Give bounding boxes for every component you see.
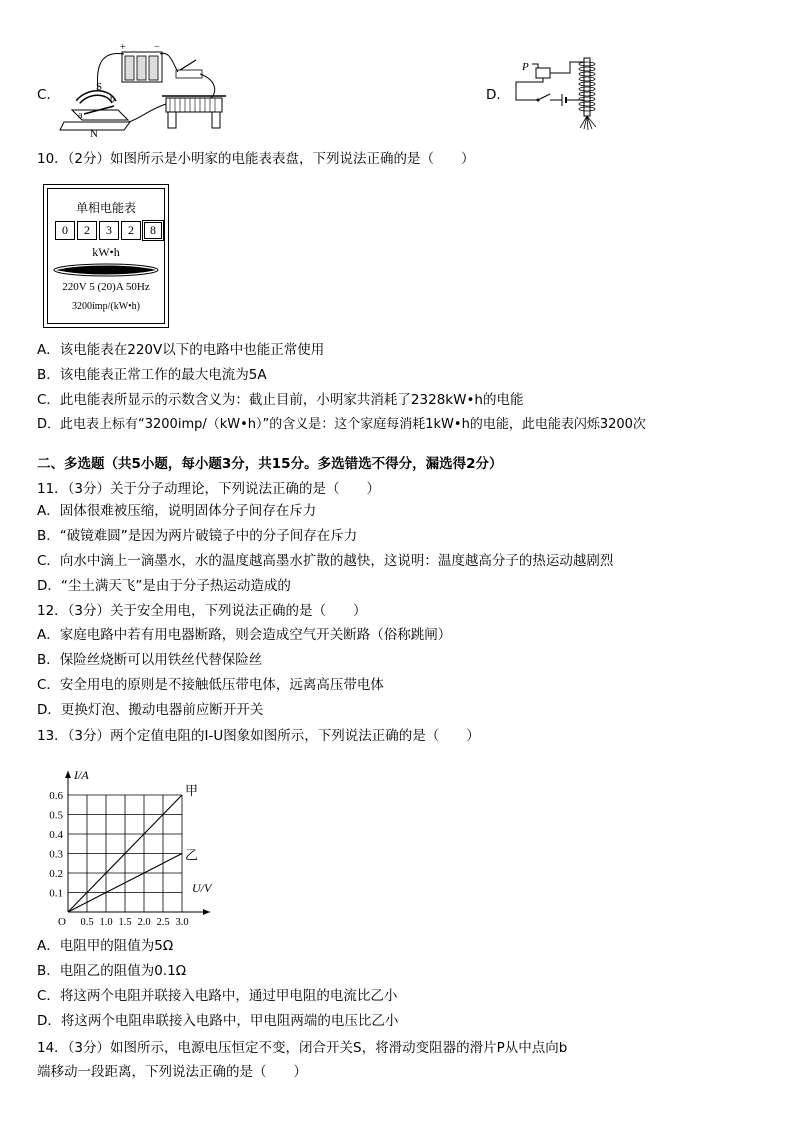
x-tick-label: 1.0 [99, 917, 113, 928]
x-tick-label: 1.5 [118, 917, 132, 928]
q12-option-b: B．保险丝烧断可以用铁丝代替保险丝 [37, 652, 263, 668]
y-tick-label: 0.4 [49, 829, 63, 841]
series-name-label: 乙 [185, 848, 199, 864]
label-n: N [90, 128, 98, 140]
meter-digit-last: 8 [144, 222, 162, 239]
meter-rating: 220V 5 (20)A 50Hz [62, 281, 150, 293]
meter-digit: 2 [77, 221, 97, 240]
option-c-label: C. [37, 87, 51, 103]
q10-option-c: C．此电能表所显示的示数含义为：截止目前，小明家共消耗了2328kW•h的电能 [37, 392, 524, 408]
y-tick-label: 0.6 [49, 790, 63, 802]
meter-digit: 0 [55, 221, 75, 240]
q12-stem: 12．（3分）关于安全用电，下列说法正确的是（ ） [37, 603, 367, 619]
q11-option-c: C．向水中滴上一滴墨水，水的温度越高墨水扩散的越快，这说明：温度越高分子的热运动越剧烈 [37, 553, 614, 569]
label-s: S [96, 81, 103, 93]
section-title: 二、多选题（共5小题，每小题3分，共15分。多选错选不得分，漏选得2分） [37, 456, 503, 472]
q13-option-d: D．将这两个电阻串联接入电路中，甲电阻两端的电压比乙小 [37, 1013, 399, 1029]
q14-stem-line2: 端移动一段距离，下列说法正确的是（ ） [37, 1064, 307, 1080]
meter-digit: 2 [121, 221, 141, 240]
q11-option-a: A．固体很难被压缩，说明固体分子间存在斥力 [37, 503, 317, 519]
q9-c-circuit-figure [58, 40, 238, 140]
q10-option-a: A．该电能表在220V以下的电路中也能正常使用 [37, 342, 325, 358]
label-b: b [110, 94, 115, 105]
q11-option-d: D．“尘土满天飞”是由于分子热运动造成的 [37, 578, 291, 594]
q13-stem: 13．（3分）两个定值电阻的I-U图象如图所示，下列说法正确的是（ ） [37, 728, 480, 744]
q12-option-a: A．家庭电路中若有用电器断路，则会造成空气开关断路（俗称跳闸） [37, 627, 452, 643]
y-tick-label: 0.1 [49, 887, 63, 900]
meter-digit-row [55, 221, 162, 240]
y-axis-label: I/A [74, 768, 89, 782]
q11-stem: 11．（3分）关于分子动理论，下列说法正确的是（ ） [37, 481, 381, 497]
y-tick-label: 0.3 [49, 848, 63, 861]
plus-sign: + [120, 42, 126, 53]
q12-option-d: D．更换灯泡、搬动电器前应断开开关 [37, 702, 264, 718]
q10-option-b: B．该电能表正常工作的最大电流为5A [37, 367, 267, 383]
meter-constant: 3200imp/(kW•h) [72, 301, 140, 312]
minus-sign: − [154, 42, 160, 53]
x-axis-arrow [203, 909, 210, 915]
electric-meter-figure [43, 184, 169, 328]
option-d-label: D. [486, 87, 501, 103]
q13-option-a: A．电阻甲的阻值为5Ω [37, 938, 174, 954]
origin-label: O [58, 916, 66, 928]
q13-option-b: B．电阻乙的阻值为0.1Ω [37, 963, 187, 979]
y-axis-arrow [65, 771, 71, 778]
y-tick-label: 0.2 [49, 868, 63, 880]
meter-disc-icon [52, 261, 160, 279]
y-tick-label: 0.5 [49, 809, 63, 822]
iu-graph [40, 752, 230, 930]
q10-stem: 10．（2分）如图所示是小明家的电能表表盘，下列说法正确的是（ ） [37, 151, 475, 167]
x-tick-label: 0.5 [80, 917, 94, 928]
x-tick-label: 2.0 [137, 917, 151, 928]
meter-unit: kW•h [92, 245, 120, 259]
q11-option-b: B．“破镜难圆”是因为两片破镜子中的分子间存在斥力 [37, 528, 358, 544]
q14-stem-line1: 14．（3分）如图所示，电源电压恒定不变，闭合开关S，将滑动变阻器的滑片P从中点向b [37, 1040, 568, 1056]
q12-option-c: C．安全用电的原则是不接触低压带电体，远离高压带电体 [37, 677, 384, 693]
x-tick-label: 3.0 [175, 917, 189, 928]
q9-d-circuit-figure [508, 56, 618, 132]
x-axis-label: U/V [192, 881, 212, 895]
x-tick-label: 2.5 [156, 917, 170, 928]
series-name-label: 甲 [185, 784, 199, 799]
q10-option-d: D．此电表上标有“3200imp/（kW•h）”的含义是：这个家庭每消耗1kW•h的电能，此电能表闪烁3200次 [37, 417, 646, 432]
label-a: a [78, 110, 83, 121]
q13-option-c: C．将这两个电阻并联接入电路中，通过甲电阻的电流比乙小 [37, 988, 398, 1004]
meter-digit: 3 [99, 221, 119, 240]
label-p: P [522, 61, 529, 73]
meter-title: 单相电能表 [75, 201, 136, 215]
